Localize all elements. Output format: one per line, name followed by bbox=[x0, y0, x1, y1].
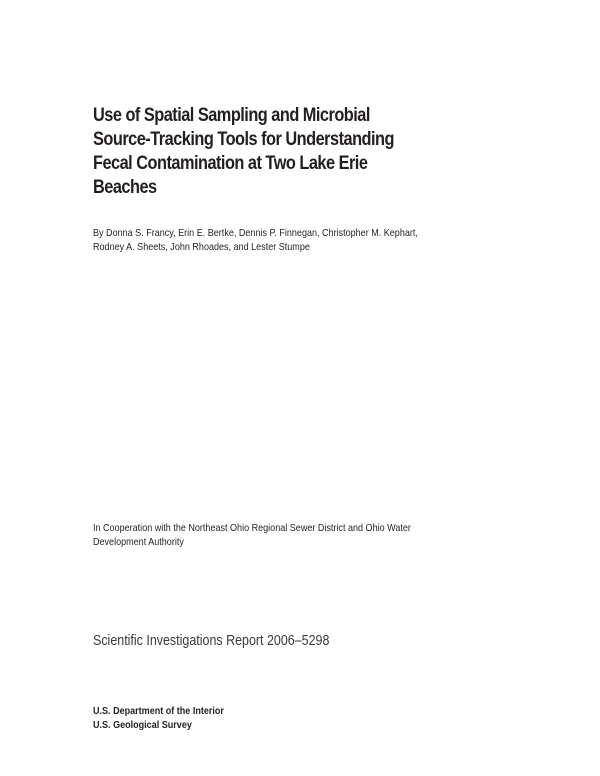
cooperation-line: Development Authority bbox=[93, 536, 184, 548]
author-line: Rodney A. Sheets, John Rhoades, and Lester Stumpe bbox=[93, 241, 310, 253]
cooperation-statement bbox=[93, 521, 523, 549]
survey-name: U.S. Geological Survey bbox=[93, 719, 192, 731]
agency-block bbox=[93, 704, 351, 732]
title-line: Use of Spatial Sampling and Microbial bbox=[93, 105, 370, 126]
report-title bbox=[93, 104, 497, 200]
title-line: Fecal Contamination at Two Lake Erie bbox=[93, 153, 368, 174]
department-name: U.S. Department of the Interior bbox=[93, 705, 224, 717]
author-list bbox=[93, 226, 523, 254]
author-line: By Donna S. Francy, Erin E. Bertke, Dennis P. Finnegan, Christopher M. Kephart, bbox=[93, 227, 418, 239]
cooperation-line: In Cooperation with the Northeast Ohio Regional Sewer District and Ohio Water bbox=[93, 522, 411, 534]
title-line: Source-Tracking Tools for Understanding bbox=[93, 129, 394, 150]
title-line: Beaches bbox=[93, 177, 157, 198]
report-series: Scientific Investigations Report 2006–5298 bbox=[93, 633, 330, 649]
